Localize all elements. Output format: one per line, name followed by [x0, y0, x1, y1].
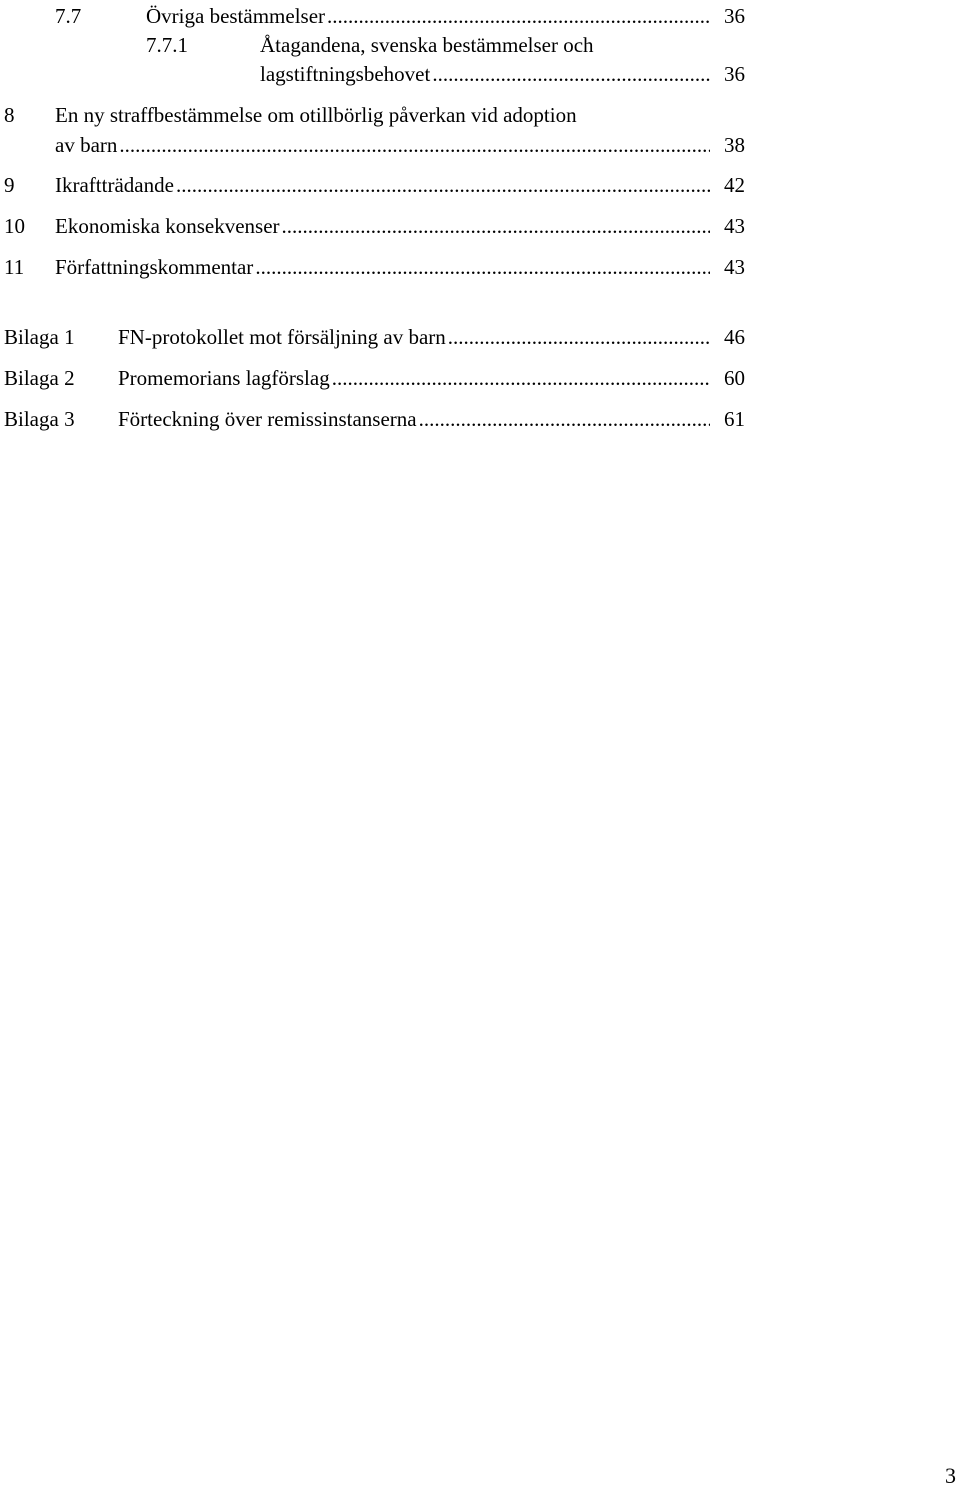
toc-title: Författningskommentar [55, 255, 254, 279]
appendix-label: Bilaga 1 [4, 325, 75, 349]
dot-leader [419, 407, 710, 431]
appendix-label: Bilaga 3 [4, 407, 75, 431]
appendix-title-with-leader [118, 323, 710, 351]
toc-title-with-leader [55, 253, 710, 281]
toc-title-continued: lagstiftningsbehovet [260, 62, 431, 86]
toc-entry-10[interactable] [0, 212, 960, 240]
toc-entry-11[interactable] [0, 253, 960, 281]
appendix-entry-3[interactable] [0, 405, 960, 433]
appendix-page: 61 [724, 407, 745, 431]
toc-page: 38 [724, 133, 745, 157]
toc-title-with-leader [55, 171, 710, 199]
page-number: 3 [945, 1463, 956, 1488]
toc-page: 43 [724, 255, 745, 279]
toc-number: 7.7 [55, 4, 82, 28]
dot-leader [119, 133, 710, 157]
toc-number: 7.7.1 [146, 33, 188, 57]
dot-leader [282, 214, 710, 238]
dot-leader [327, 4, 710, 28]
toc-page: 43 [724, 214, 745, 238]
toc-number: 10 [4, 214, 25, 238]
dot-leader [332, 366, 710, 390]
appendix-page: 60 [724, 366, 745, 390]
toc-title-continued: av barn [55, 133, 118, 157]
appendix-label: Bilaga 2 [4, 366, 75, 390]
toc-title: Övriga bestämmelser [146, 4, 326, 28]
appendix-entry-1[interactable] [0, 323, 960, 351]
toc-title-with-leader [55, 131, 710, 159]
toc-entry-7-7[interactable] [0, 2, 960, 30]
toc-page: 42 [724, 173, 745, 197]
toc-title: Ekonomiska konsekvenser [55, 214, 280, 238]
appendix-entry-2[interactable] [0, 364, 960, 392]
toc-title-with-leader [260, 60, 710, 88]
toc-title-with-leader [146, 2, 710, 30]
appendix-title-with-leader [118, 405, 710, 433]
toc-title: Åtagandena, svenska bestämmelser och [260, 33, 594, 57]
toc-title: Ikraftträdande [55, 173, 174, 197]
appendix-title: FN-protokollet mot försäljning av barn [118, 325, 446, 349]
dot-leader [432, 62, 710, 86]
toc-entry-8[interactable] [0, 101, 960, 161]
toc-entry-9[interactable] [0, 171, 960, 199]
toc-page: 36 [724, 62, 745, 86]
toc-entry-7-7-1[interactable] [0, 31, 960, 91]
dot-leader [448, 325, 710, 349]
toc-title: En ny straffbestämmelse om otillbörlig påverkan vid adoption [55, 103, 577, 127]
appendix-title: Promemorians lagförslag [118, 366, 330, 390]
toc-number: 11 [4, 255, 25, 279]
toc-page: 36 [724, 4, 745, 28]
toc-number: 9 [4, 173, 15, 197]
toc-title-with-leader [55, 212, 710, 240]
toc-number: 8 [4, 103, 15, 127]
appendix-title-with-leader [118, 364, 710, 392]
appendix-title: Förteckning över remissinstanserna [118, 407, 417, 431]
appendix-page: 46 [724, 325, 745, 349]
dot-leader [176, 173, 710, 197]
dot-leader [255, 255, 710, 279]
